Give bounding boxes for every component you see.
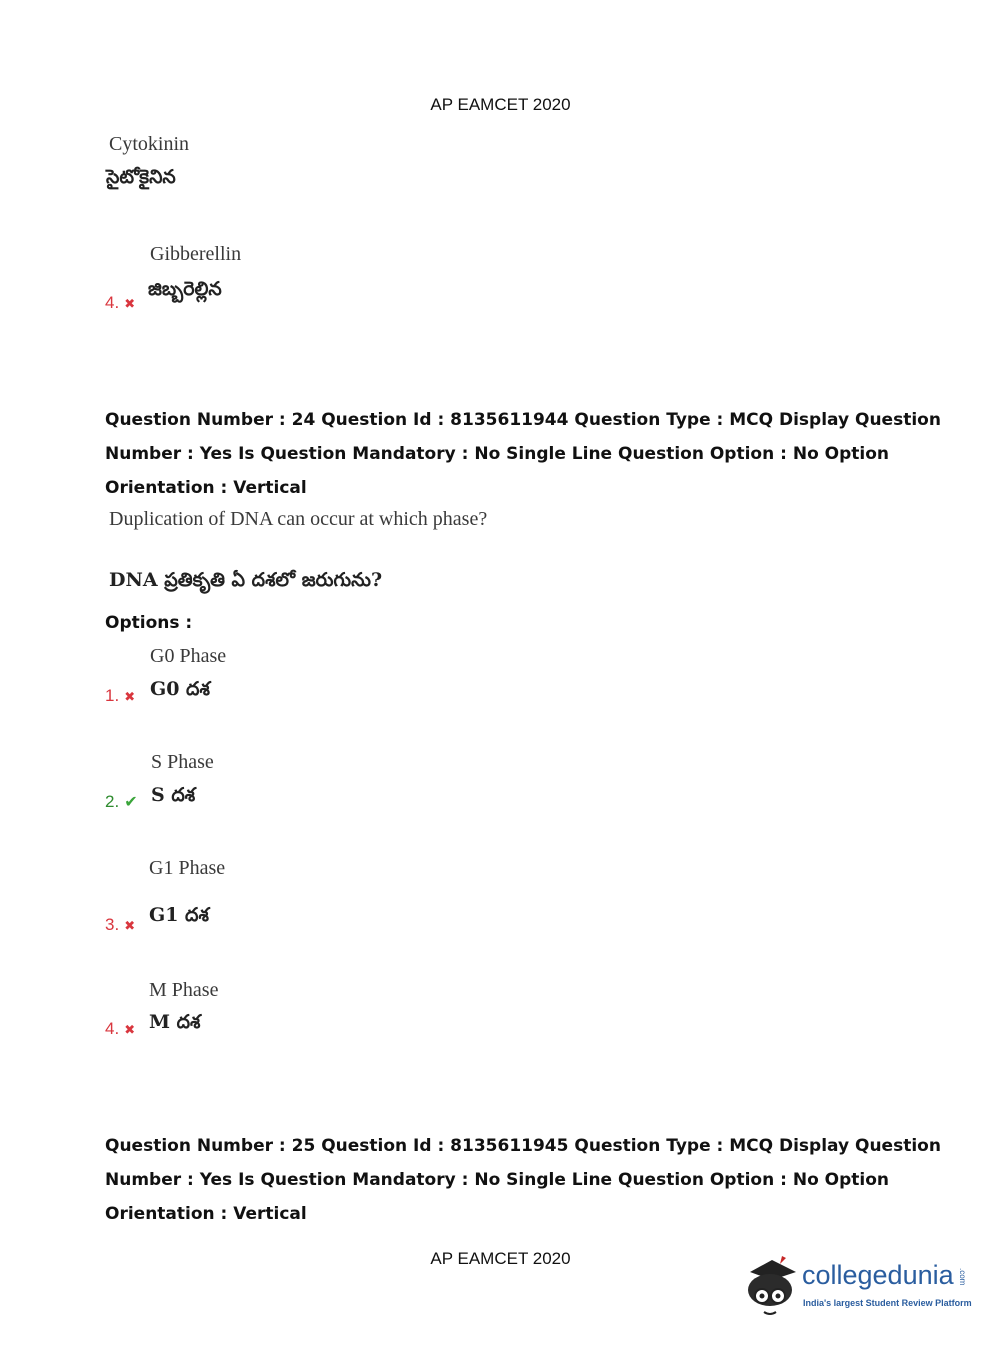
question-meta-line: Question Number : 25 Question Id : 8135611945 Question Type : MCQ Display Question	[105, 1136, 941, 1156]
option-4-telugu: M దశ	[149, 1011, 201, 1033]
prev-option-4-english: Gibberellin	[150, 243, 242, 265]
question-24-text-telugu: DNA ప్రతికృతి ఏ దశలో జరుగును?	[109, 569, 383, 591]
option-3-english: G1 Phase	[149, 857, 226, 879]
option-4-number: 4.	[105, 1019, 120, 1038]
question-meta-line: Number : Yes Is Question Mandatory : No Single Line Question Option : No Option	[105, 444, 890, 464]
cross-icon: ✖	[124, 1023, 136, 1038]
option-1-english: G0 Phase	[150, 645, 227, 667]
page-footer-title: AP EAMCET 2020	[430, 1249, 571, 1268]
logo-suffix: .com	[958, 1268, 967, 1286]
option-4-marker	[105, 1019, 135, 1039]
option-2-english: S Phase	[151, 751, 214, 773]
question-meta-line: Question Number : 24 Question Id : 8135611944 Question Type : MCQ Display Question	[105, 410, 941, 430]
prev-option-4-telugu: జిబ్బరెల్లిన	[148, 278, 222, 300]
question-meta-line: Orientation : Vertical	[105, 1204, 307, 1224]
options-label: Options :	[105, 613, 193, 633]
option-1-telugu: G0 దశ	[150, 678, 210, 700]
option-2-number: 2.	[105, 792, 120, 811]
option-3-telugu: G1 దశ	[149, 904, 209, 926]
option-2-marker	[105, 792, 138, 812]
cross-icon: ✖	[124, 919, 136, 934]
question-meta-line: Number : Yes Is Question Mandatory : No Single Line Question Option : No Option	[105, 1170, 890, 1190]
prev-option-4-marker	[105, 293, 135, 313]
question-24-text-english: Duplication of DNA can occur at which phase?	[109, 508, 488, 530]
prev-option-3-english: Cytokinin	[109, 133, 190, 155]
question-24-meta	[105, 403, 941, 505]
cross-icon: ✖	[124, 297, 136, 312]
logo-tagline: India's largest Student Review Platform	[803, 1298, 972, 1308]
prev-option-4-number: 4.	[105, 293, 120, 312]
option-2-telugu: S దశ	[151, 784, 196, 806]
collegedunia-logo	[742, 1250, 972, 1320]
question-25-meta	[105, 1129, 941, 1231]
prev-option-3-telugu: సైటోకైనిన	[106, 166, 176, 188]
option-1-number: 1.	[105, 686, 120, 705]
check-icon: ✔	[124, 792, 138, 811]
option-1-marker	[105, 686, 135, 706]
option-3-number: 3.	[105, 915, 120, 934]
mascot-icon	[742, 1250, 802, 1318]
question-meta-line: Orientation : Vertical	[105, 478, 307, 498]
option-4-english: M Phase	[149, 979, 219, 1001]
logo-wordmark: collegedunia	[802, 1260, 954, 1290]
cross-icon: ✖	[124, 690, 136, 705]
option-3-marker	[105, 915, 135, 935]
page-header-title: AP EAMCET 2020	[430, 95, 571, 114]
